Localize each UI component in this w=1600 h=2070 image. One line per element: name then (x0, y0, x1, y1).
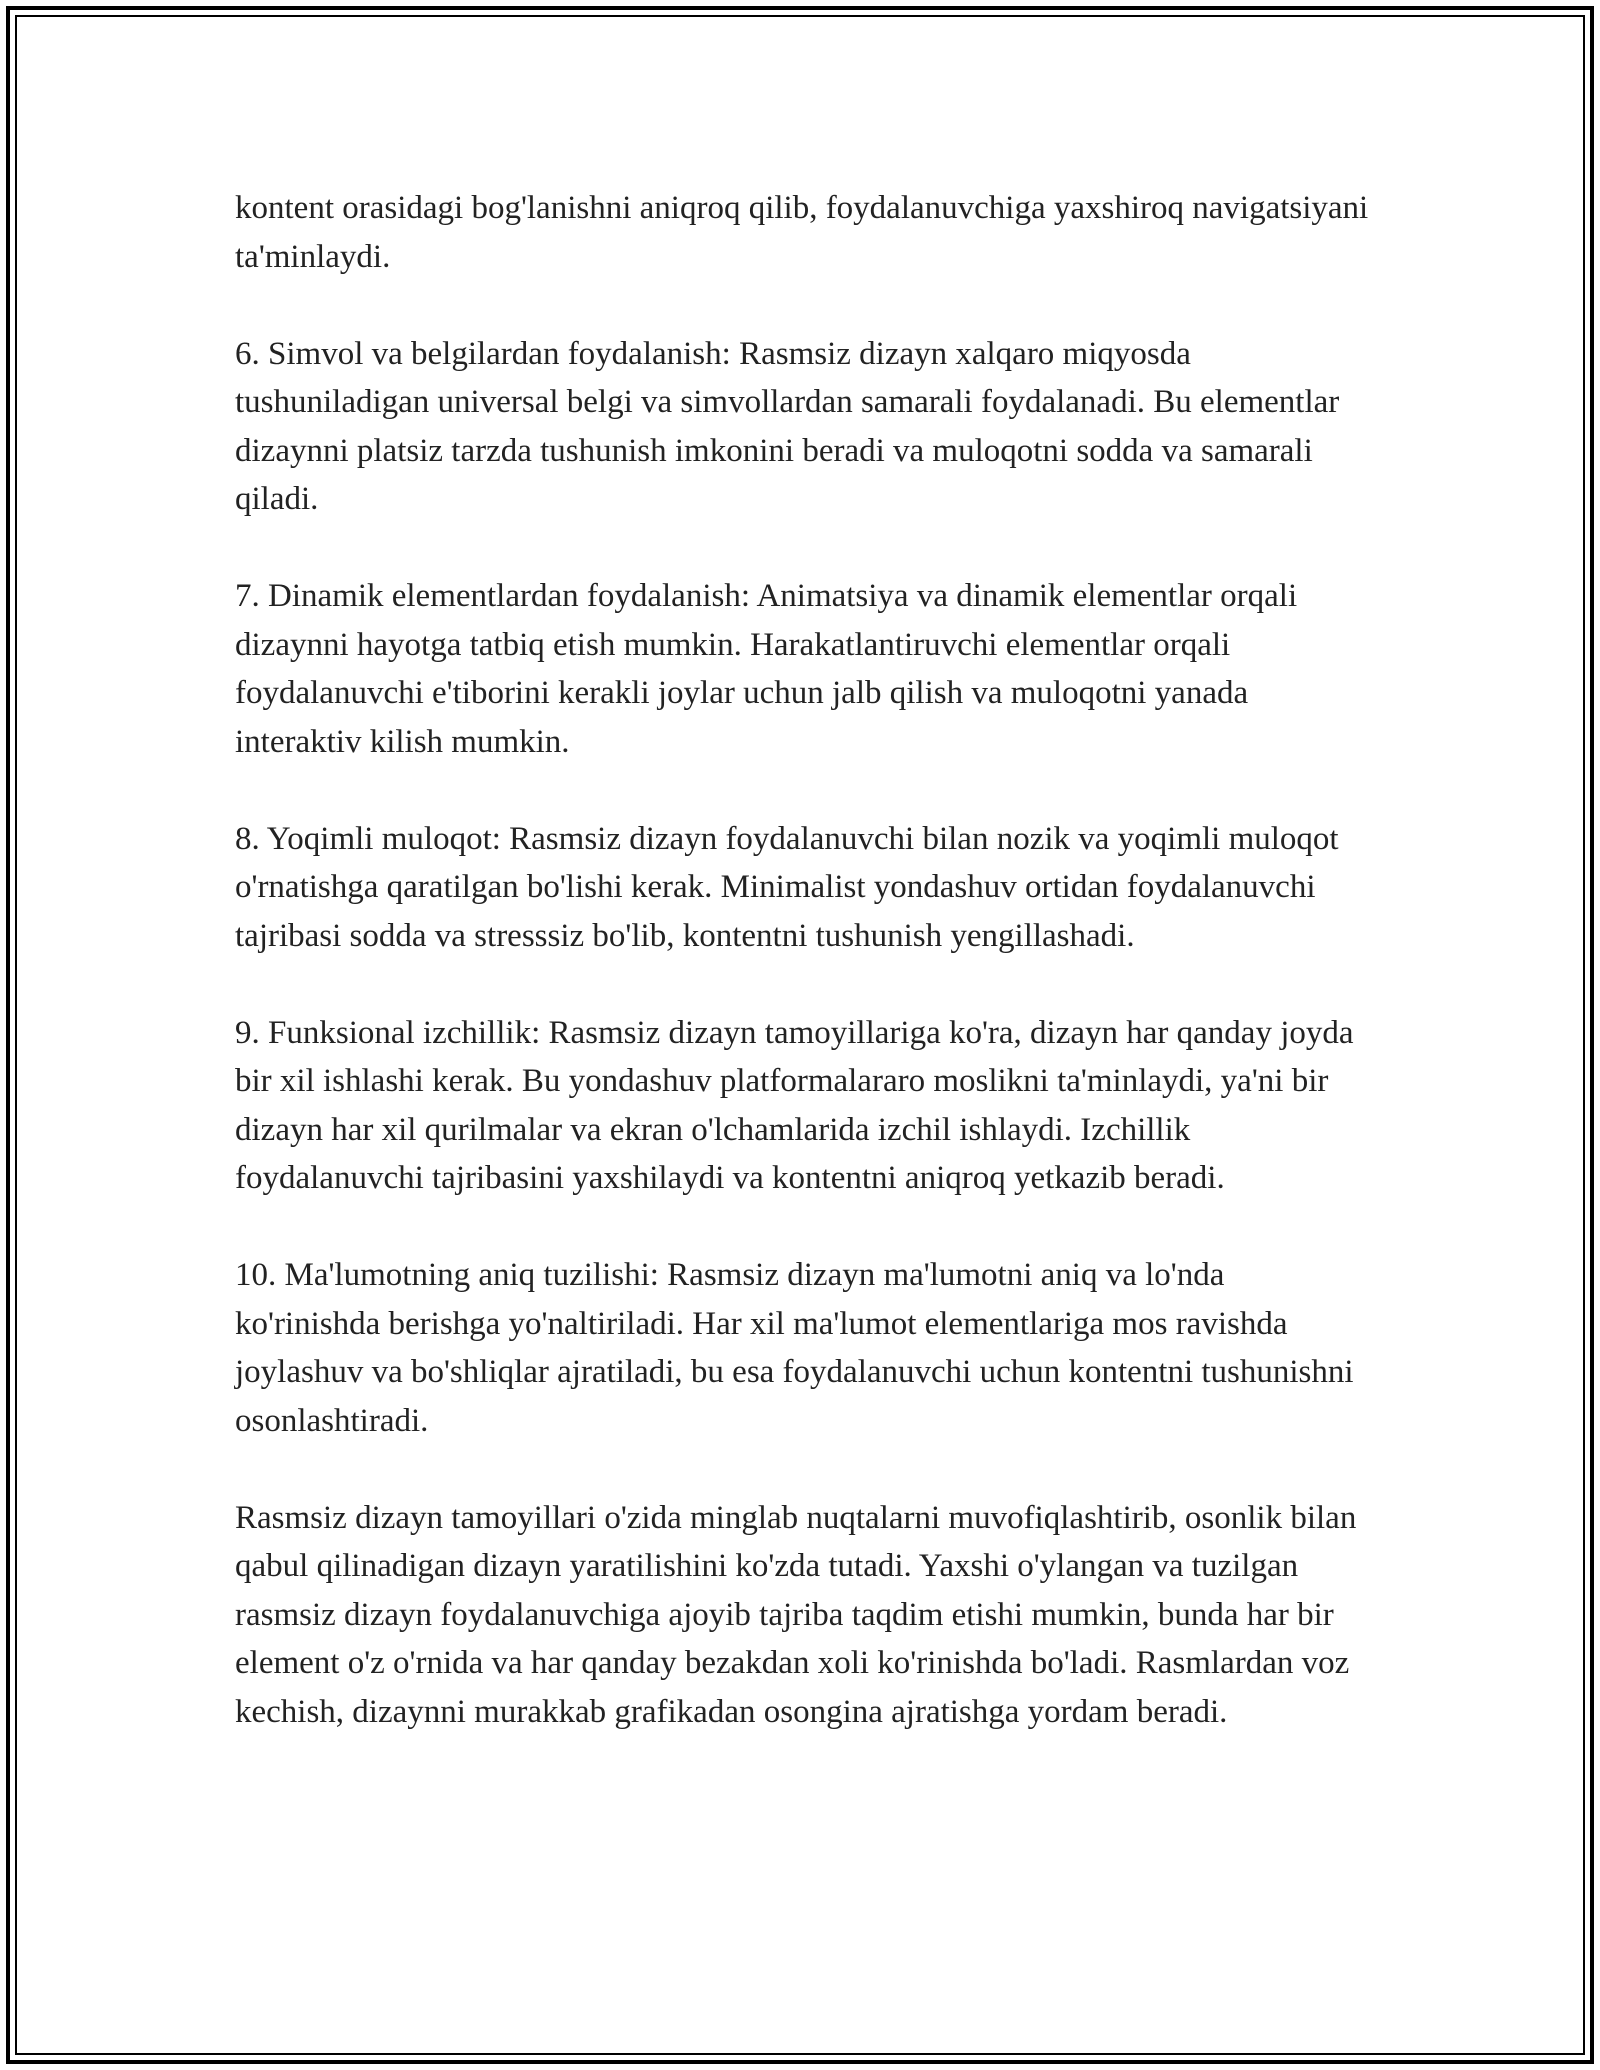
paragraph-item-10-information-structure: 10. Ma'lumotning aniq tuzilishi: Rasmsiz dizayn ma'lumotni aniq va lo'nda ko'rinishda berishga yo'naltiriladi. Har xil ma'lumot elementlariga mos ravishda joylashuv va bo'shliqlar ajratiladi, bu esa foydalanuvchi uchun kontentni tushunishni osonlashtiradi. (235, 1257, 1354, 1439)
paragraph-continuation: kontent orasidagi bog'lanishni aniqroq qilib, foydalanuvchiga yaxshiroq navigatsiyani ta'minlaydi. (235, 190, 1369, 275)
paragraph-conclusion: Rasmsiz dizayn tamoyillari o'zida minglab nuqtalarni muvofiqlashtirib, osonlik bilan qabul qilinadigan dizayn yaratilishini ko'zda tutadi. Yaxshi o'ylangan va tuzilgan rasmsiz dizayn foydalanuvchiga ajoyib tajriba taqdim etishi mumkin, bunda har bir element o'z o'rnida va har qanday bezakdan xoli ko'rinishda bo'ladi. Rasmlardan voz kechish, dizaynni murakkab grafikadan osongina ajratishga yordam beradi. (235, 1499, 1357, 1730)
document-body (235, 184, 1375, 1785)
paragraph-item-8-pleasant-communication: 8. Yoqimli muloqot: Rasmsiz dizayn foydalanuvchi bilan nozik va yoqimli muloqot o'rnatishga qaratilgan bo'lishi kerak. Minimalist yondashuv ortidan foydalanuvchi tajribasi sodda va stresssiz bo'lib, kontentni tushunish yengillashadi. (235, 820, 1339, 954)
paragraph-item-6-symbols: 6. Simvol va belgilardan foydalanish: Rasmsiz dizayn xalqaro miqyosda tushuniladigan universal belgi va simvollardan samarali foydalanadi. Bu elementlar dizaynni platsiz tarzda tushunish imkonini beradi va muloqotni sodda va samarali qiladi. (235, 335, 1340, 517)
paragraph-item-7-dynamic-elements: 7. Dinamik elementlardan foydalanish: Animatsiya va dinamik elementlar orqali dizaynni hayotga tatbiq etish mumkin. Harakatlantiruvchi elementlar orqali foydalanuvchi e'tiborini kerakli joylar uchun jalb qilish va muloqotni yanada interaktiv kilish mumkin. (235, 578, 1298, 760)
paragraph-item-9-functional-consistency: 9. Funksional izchillik: Rasmsiz dizayn tamoyillariga ko'ra, dizayn har qanday joyda bir xil ishlashi kerak. Bu yondashuv platformalararo moslikni ta'minlaydi, ya'ni bir dizayn har xil qurilmalar va ekran o'lchamlarida izchil ishlaydi. Izchillik foydalanuvchi tajribasini yaxshilaydi va kontentni aniqroq yetkazib beradi. (235, 1014, 1354, 1196)
